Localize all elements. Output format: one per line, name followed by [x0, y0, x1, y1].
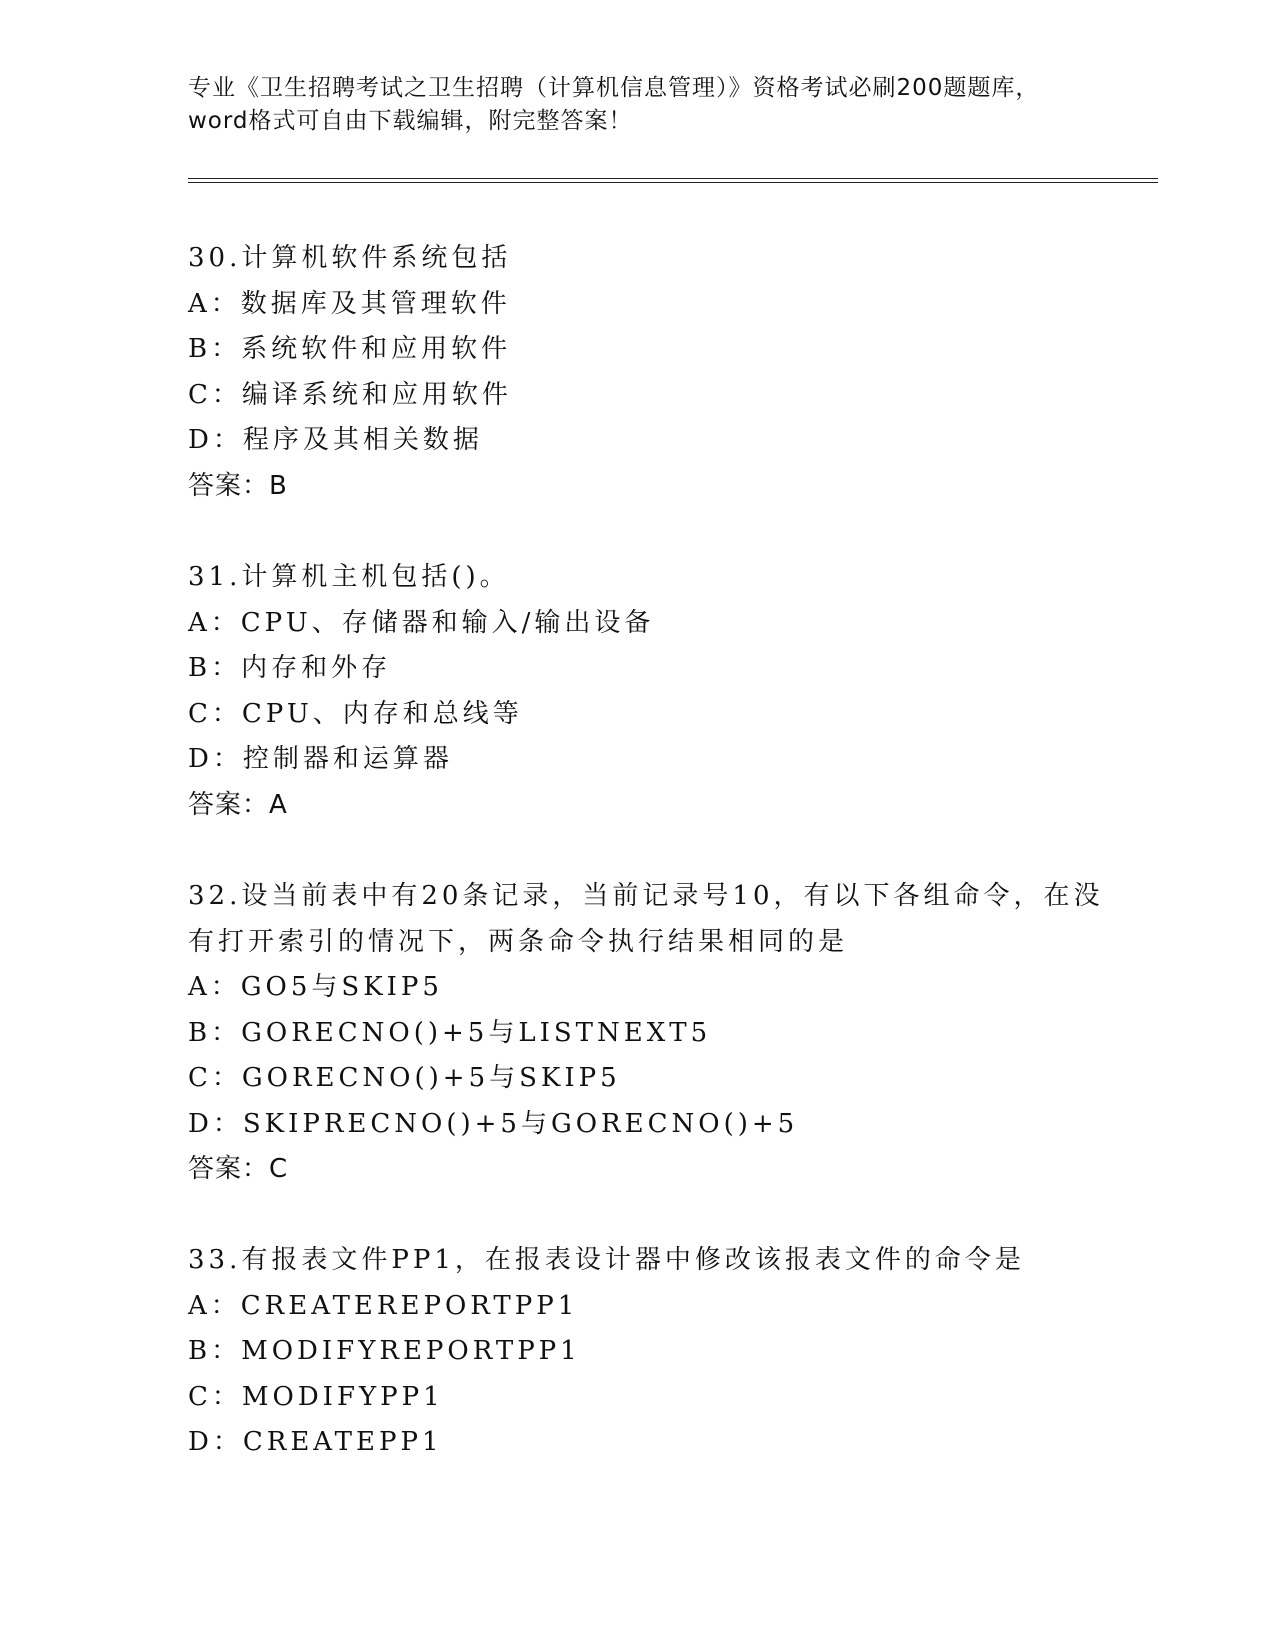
answer-line: 答案：C — [188, 1154, 289, 1184]
question-33 — [188, 1238, 1088, 1466]
header-divider-bottom — [188, 182, 1158, 183]
option-a: A：CPU、存储器和输入/输出设备 — [188, 607, 655, 638]
option-b: B：系统软件和应用软件 — [188, 334, 512, 364]
answer-line: 答案：A — [188, 789, 288, 820]
option-b: B：MODIFYREPORTPP1 — [188, 1336, 581, 1366]
answer-line: 答案：B — [188, 470, 288, 501]
question-stem — [188, 236, 1088, 282]
option-d: D：控制器和运算器 — [188, 744, 453, 774]
option-a: A：数据库及其管理软件 — [188, 288, 511, 319]
header-divider-top — [188, 178, 1158, 179]
question-stem-line: 33.有报表文件PP1，在报表设计器中修改该报表文件的命令是 — [188, 1245, 1025, 1275]
option-d: D：CREATEPP1 — [188, 1427, 443, 1457]
option-b: B：GORECNO()+5与LISTNEXT5 — [188, 1017, 712, 1048]
question-stem-line: 32.设当前表中有20条记录，当前记录号10，有以下各组命令，在没 — [188, 881, 1104, 911]
option-c: C：编译系统和应用软件 — [188, 379, 512, 410]
document-header — [188, 72, 1088, 138]
question-32 — [188, 874, 1104, 1193]
option-b: B：内存和外存 — [188, 653, 392, 683]
question-stem-line: 31.计算机主机包括()。 — [188, 562, 510, 592]
question-stem — [188, 874, 1104, 965]
question-31 — [188, 555, 1088, 828]
option-d: D：SKIPRECNO()+5与GORECNO()+5 — [188, 1108, 799, 1139]
option-c: C：MODIFYPP1 — [188, 1381, 444, 1412]
header-line-2: word格式可自由下载编辑，附完整答案！ — [188, 108, 633, 134]
question-stem-line: 有打开索引的情况下，两条命令执行结果相同的是 — [188, 926, 849, 957]
option-a: A：CREATEREPORTPP1 — [188, 1290, 579, 1321]
option-d: D：程序及其相关数据 — [188, 425, 483, 455]
question-stem — [188, 555, 1088, 601]
option-c: C：GORECNO()+5与SKIP5 — [188, 1063, 621, 1093]
header-line-1: 专业《卫生招聘考试之卫生招聘（计算机信息管理）》资格考试必刷200题题库， — [188, 75, 1040, 101]
question-30 — [188, 236, 1088, 509]
option-c: C：CPU、内存和总线等 — [188, 698, 523, 729]
question-stem — [188, 1238, 1088, 1284]
question-stem-line: 30.计算机软件系统包括 — [188, 243, 512, 273]
option-a: A：GO5与SKIP5 — [188, 972, 443, 1002]
